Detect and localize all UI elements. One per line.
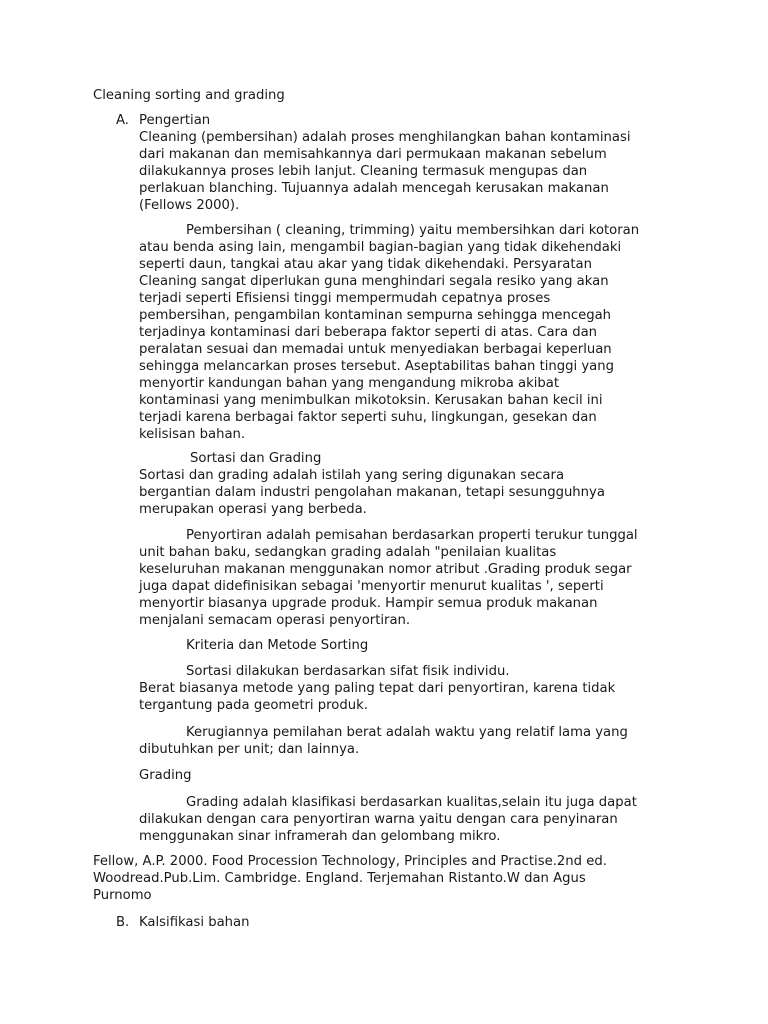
text-line: menggunakan sinar inframerah dan gelombang mikro.: [139, 829, 501, 844]
text-line: keseluruhan makanan menggunakan nomor atribut .Grading produk segar: [139, 562, 632, 577]
text-line: Purnomo: [93, 888, 152, 903]
text-line: menjalani semacam operasi penyortiran.: [139, 613, 411, 628]
paragraph-grading: [139, 794, 679, 845]
text-line: dari makanan dan memisahkannya dari permukaan makanan sebelum: [139, 147, 607, 162]
subheading-text: Grading: [139, 768, 192, 783]
text-line: kelisisan bahan.: [139, 427, 246, 442]
text-line: Cleaning (pembersihan) adalah proses menghilangkan bahan kontaminasi: [139, 130, 631, 145]
paragraph-pengertian: [139, 129, 679, 214]
text-line: peralatan sesuai dan memadai untuk menyediakan berbagai keperluan: [139, 342, 612, 357]
text-line: sehingga melancarkan proses tersebut. Aseptabilitas bahan tinggi yang: [139, 359, 614, 374]
text-line: Sortasi dan grading adalah istilah yang sering digunakan secara: [139, 468, 565, 483]
text-line: Sortasi dilakukan berdasarkan sifat fisik individu.: [186, 664, 510, 679]
text-line: dilakukannya proses lebih lanjut. Cleaning termasuk mengupas dan: [139, 164, 588, 179]
text-line: dilakukan dengan cara penyortiran warna yaitu dengan cara penyinaran: [139, 812, 618, 827]
section-b-heading: [116, 914, 249, 931]
text-line: pembersihan, pengambilan kontaminan sempurna sehingga mencegah: [139, 308, 612, 323]
section-a-title: Pengertian: [139, 113, 211, 128]
subheading-text: Kriteria dan Metode Sorting: [186, 638, 369, 653]
text-line: dibutuhkan per unit; dan lainnya.: [139, 742, 360, 757]
text-line: Kerugiannya pemilahan berat adalah waktu yang relatif lama yang: [186, 725, 628, 740]
text-line: atau benda asing lain, mengambil bagian-bagian yang tidak dikehendaki: [139, 240, 622, 255]
subheading-text: Sortasi dan Grading: [190, 451, 322, 466]
text-line: Penyortiran adalah pemisahan berdasarkan properti terukur tunggal: [186, 528, 638, 543]
paragraph-penyortiran: [139, 527, 679, 629]
text-line: bergantian dalam industri pengolahan makanan, tetapi sesungguhnya: [139, 485, 605, 500]
text-line: Grading adalah klasifikasi berdasarkan kualitas,selain itu juga dapat: [186, 795, 637, 810]
document-title: Cleaning sorting and grading: [93, 88, 285, 103]
subheading-sortasi-grading: [139, 450, 679, 467]
reference-citation: [93, 853, 693, 904]
text-line: tergantung pada geometri produk.: [139, 698, 368, 713]
text-line: Cleaning sangat diperlukan guna menghindari segala resiko yang akan: [139, 274, 609, 289]
text-line: Fellow, A.P. 2000. Food Procession Technology, Principles and Practise.2nd ed.: [93, 854, 607, 869]
paragraph-pembersihan: [139, 222, 679, 443]
section-b-letter: B.: [116, 915, 130, 930]
text-line: Berat biasanya metode yang paling tepat dari penyortiran, karena tidak: [139, 681, 616, 696]
text-line: merupakan operasi yang berbeda.: [139, 502, 367, 517]
text-line: Pembersihan ( cleaning, trimming) yaitu membersihkan dari kotoran: [186, 223, 640, 238]
text-line: terjadinya kontaminasi dari beberapa faktor seperti di atas. Cara dan: [139, 325, 598, 340]
paragraph-kriteria: [139, 663, 679, 714]
text-line: terjadi seperti Efisiensi tinggi mempermudah cepatnya proses: [139, 291, 551, 306]
text-line: Woodread.Pub.Lim. Cambridge. England. Terjemahan Ristanto.W dan Agus: [93, 871, 586, 886]
text-line: (Fellows 2000).: [139, 198, 240, 213]
section-b-title: Kalsifikasi bahan: [139, 915, 250, 930]
text-line: perlakuan blanching. Tujuannya adalah mencegah kerusakan makanan: [139, 181, 609, 196]
text-line: seperti daun, tangkai atau akar yang tidak dikehendaki. Persyaratan: [139, 257, 592, 272]
text-line: menyortir kandungan bahan yang mengandung mikroba akibat: [139, 376, 560, 391]
text-line: terjadi karena berbagai faktor seperti suhu, lingkungan, gesekan dan: [139, 410, 597, 425]
text-line: kontaminasi yang menimbulkan mikotoksin. Kerusakan bahan kecil ini: [139, 393, 603, 408]
text-line: juga dapat didefinisikan sebagai 'menyortir menurut kualitas ', seperti: [139, 579, 604, 594]
paragraph-kerugian: [139, 724, 679, 758]
text-line: unit bahan baku, sedangkan grading adalah "penilaian kualitas: [139, 545, 557, 560]
section-a-letter: A.: [116, 113, 129, 128]
text-line: menyortir biasanya upgrade produk. Hampir semua produk makanan: [139, 596, 598, 611]
paragraph-sortasi: [139, 467, 679, 518]
subheading-grading: [139, 767, 679, 784]
section-a-heading: [116, 112, 210, 129]
subheading-kriteria: [139, 637, 679, 654]
